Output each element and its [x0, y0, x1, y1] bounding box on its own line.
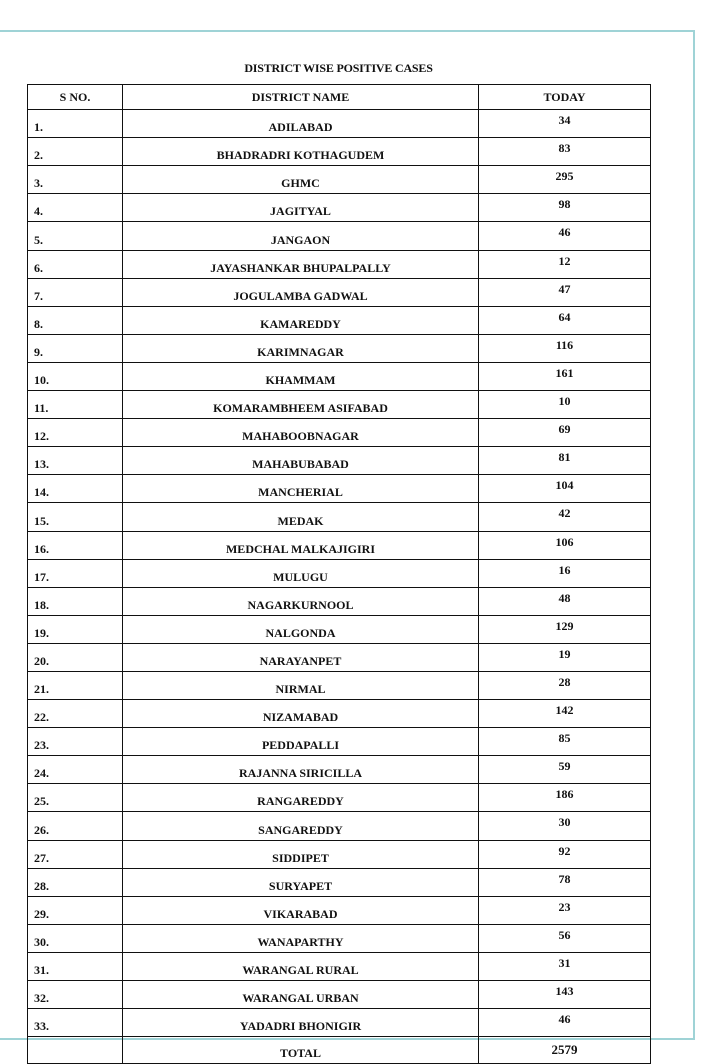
- sno-cell: 12.: [28, 419, 123, 447]
- table-row: [28, 138, 651, 166]
- district-name-cell: KOMARAMBHEEM ASIFABAD: [123, 391, 479, 419]
- table-row: [28, 166, 651, 194]
- district-name-cell: SANGAREDDY: [123, 812, 479, 840]
- district-name-cell: JAYASHANKAR BHUPALPALLY: [123, 250, 479, 278]
- today-count-cell: 31: [479, 952, 651, 980]
- table-row: [28, 924, 651, 952]
- district-name-cell: NALGONDA: [123, 615, 479, 643]
- district-name-cell: YADADRI BHONIGIR: [123, 1009, 479, 1037]
- table-row: [28, 334, 651, 362]
- today-count-cell: 104: [479, 475, 651, 503]
- today-count-cell: 56: [479, 924, 651, 952]
- sno-cell: 14.: [28, 475, 123, 503]
- today-count-cell: 16: [479, 559, 651, 587]
- table-row: [28, 643, 651, 671]
- total-label: TOTAL: [123, 1037, 479, 1064]
- today-count-cell: 34: [479, 110, 651, 138]
- district-name-cell: WANAPARTHY: [123, 924, 479, 952]
- district-name-cell: KAMAREDDY: [123, 306, 479, 334]
- total-sno-cell: [28, 1037, 123, 1064]
- today-count-cell: 142: [479, 700, 651, 728]
- today-count-cell: 143: [479, 981, 651, 1009]
- table-row: [28, 952, 651, 980]
- total-row: [28, 1037, 651, 1064]
- today-count-cell: 46: [479, 222, 651, 250]
- table-row: [28, 868, 651, 896]
- sno-cell: 19.: [28, 615, 123, 643]
- today-count-cell: 98: [479, 194, 651, 222]
- total-value: 2579: [479, 1037, 651, 1064]
- table-row: [28, 812, 651, 840]
- district-name-cell: GHMC: [123, 166, 479, 194]
- table-row: [28, 222, 651, 250]
- sno-cell: 18.: [28, 587, 123, 615]
- header-district: DISTRICT NAME: [123, 85, 479, 110]
- table-row: [28, 447, 651, 475]
- header-today: TODAY: [479, 85, 651, 110]
- sno-cell: 28.: [28, 868, 123, 896]
- district-name-cell: NIZAMABAD: [123, 700, 479, 728]
- district-name-cell: MULUGU: [123, 559, 479, 587]
- table-row: [28, 728, 651, 756]
- table-row: [28, 981, 651, 1009]
- today-count-cell: 92: [479, 840, 651, 868]
- district-name-cell: MAHABUBABAD: [123, 447, 479, 475]
- district-name-cell: NIRMAL: [123, 671, 479, 699]
- today-count-cell: 81: [479, 447, 651, 475]
- sno-cell: 26.: [28, 812, 123, 840]
- district-name-cell: KARIMNAGAR: [123, 334, 479, 362]
- table-row: [28, 306, 651, 334]
- today-count-cell: 42: [479, 503, 651, 531]
- sno-cell: 15.: [28, 503, 123, 531]
- today-count-cell: 23: [479, 896, 651, 924]
- sno-cell: 10.: [28, 362, 123, 390]
- today-count-cell: 46: [479, 1009, 651, 1037]
- district-name-cell: MAHABOOBNAGAR: [123, 419, 479, 447]
- district-name-cell: JAGITYAL: [123, 194, 479, 222]
- document-title: DISTRICT WISE POSITIVE CASES: [244, 61, 433, 75]
- today-count-cell: 69: [479, 419, 651, 447]
- district-name-cell: MEDCHAL MALKAJIGIRI: [123, 531, 479, 559]
- table-header-row: [28, 85, 651, 110]
- today-count-cell: 48: [479, 587, 651, 615]
- sno-cell: 4.: [28, 194, 123, 222]
- today-count-cell: 129: [479, 615, 651, 643]
- district-name-cell: RAJANNA SIRICILLA: [123, 756, 479, 784]
- sno-cell: 5.: [28, 222, 123, 250]
- sno-cell: 8.: [28, 306, 123, 334]
- sno-cell: 20.: [28, 643, 123, 671]
- district-name-cell: ADILABAD: [123, 110, 479, 138]
- sno-cell: 31.: [28, 952, 123, 980]
- today-count-cell: 186: [479, 784, 651, 812]
- sno-cell: 23.: [28, 728, 123, 756]
- sno-cell: 6.: [28, 250, 123, 278]
- table-row: [28, 110, 651, 138]
- table-row: [28, 784, 651, 812]
- table-row: [28, 559, 651, 587]
- today-count-cell: 85: [479, 728, 651, 756]
- district-name-cell: MANCHERIAL: [123, 475, 479, 503]
- district-name-cell: JOGULAMBA GADWAL: [123, 278, 479, 306]
- table-row: [28, 362, 651, 390]
- district-name-cell: SIDDIPET: [123, 840, 479, 868]
- today-count-cell: 30: [479, 812, 651, 840]
- today-count-cell: 116: [479, 334, 651, 362]
- sno-cell: 25.: [28, 784, 123, 812]
- district-name-cell: NAGARKURNOOL: [123, 587, 479, 615]
- today-count-cell: 106: [479, 531, 651, 559]
- today-count-cell: 12: [479, 250, 651, 278]
- table-row: [28, 756, 651, 784]
- sno-cell: 9.: [28, 334, 123, 362]
- today-count-cell: 161: [479, 362, 651, 390]
- district-name-cell: BHADRADRI KOTHAGUDEM: [123, 138, 479, 166]
- header-sno: S NO.: [28, 85, 123, 110]
- table-row: [28, 840, 651, 868]
- sno-cell: 30.: [28, 924, 123, 952]
- table-row: [28, 475, 651, 503]
- today-count-cell: 59: [479, 756, 651, 784]
- district-name-cell: NARAYANPET: [123, 643, 479, 671]
- sno-cell: 3.: [28, 166, 123, 194]
- today-count-cell: 78: [479, 868, 651, 896]
- today-count-cell: 295: [479, 166, 651, 194]
- today-count-cell: 28: [479, 671, 651, 699]
- table-row: [28, 419, 651, 447]
- sno-cell: 17.: [28, 559, 123, 587]
- table-row: [28, 587, 651, 615]
- today-count-cell: 64: [479, 306, 651, 334]
- sno-cell: 2.: [28, 138, 123, 166]
- district-name-cell: WARANGAL RURAL: [123, 952, 479, 980]
- district-name-cell: MEDAK: [123, 503, 479, 531]
- district-name-cell: KHAMMAM: [123, 362, 479, 390]
- table-row: [28, 503, 651, 531]
- district-name-cell: SURYAPET: [123, 868, 479, 896]
- district-name-cell: RANGAREDDY: [123, 784, 479, 812]
- today-count-cell: 47: [479, 278, 651, 306]
- sno-cell: 32.: [28, 981, 123, 1009]
- sno-cell: 1.: [28, 110, 123, 138]
- sno-cell: 24.: [28, 756, 123, 784]
- table-row: [28, 615, 651, 643]
- sno-cell: 11.: [28, 391, 123, 419]
- table-row: [28, 671, 651, 699]
- sno-cell: 13.: [28, 447, 123, 475]
- today-count-cell: 83: [479, 138, 651, 166]
- table-row: [28, 391, 651, 419]
- today-count-cell: 19: [479, 643, 651, 671]
- district-name-cell: PEDDAPALLI: [123, 728, 479, 756]
- sno-cell: 27.: [28, 840, 123, 868]
- district-name-cell: VIKARABAD: [123, 896, 479, 924]
- district-cases-table: [27, 84, 651, 1064]
- sno-cell: 33.: [28, 1009, 123, 1037]
- table-row: [28, 250, 651, 278]
- sno-cell: 21.: [28, 671, 123, 699]
- sno-cell: 16.: [28, 531, 123, 559]
- sno-cell: 22.: [28, 700, 123, 728]
- district-name-cell: JANGAON: [123, 222, 479, 250]
- today-count-cell: 10: [479, 391, 651, 419]
- sno-cell: 29.: [28, 896, 123, 924]
- table-row: [28, 531, 651, 559]
- table-row: [28, 278, 651, 306]
- table-row: [28, 1009, 651, 1037]
- table-row: [28, 896, 651, 924]
- table-row: [28, 194, 651, 222]
- sno-cell: 7.: [28, 278, 123, 306]
- table-row: [28, 700, 651, 728]
- district-name-cell: WARANGAL URBAN: [123, 981, 479, 1009]
